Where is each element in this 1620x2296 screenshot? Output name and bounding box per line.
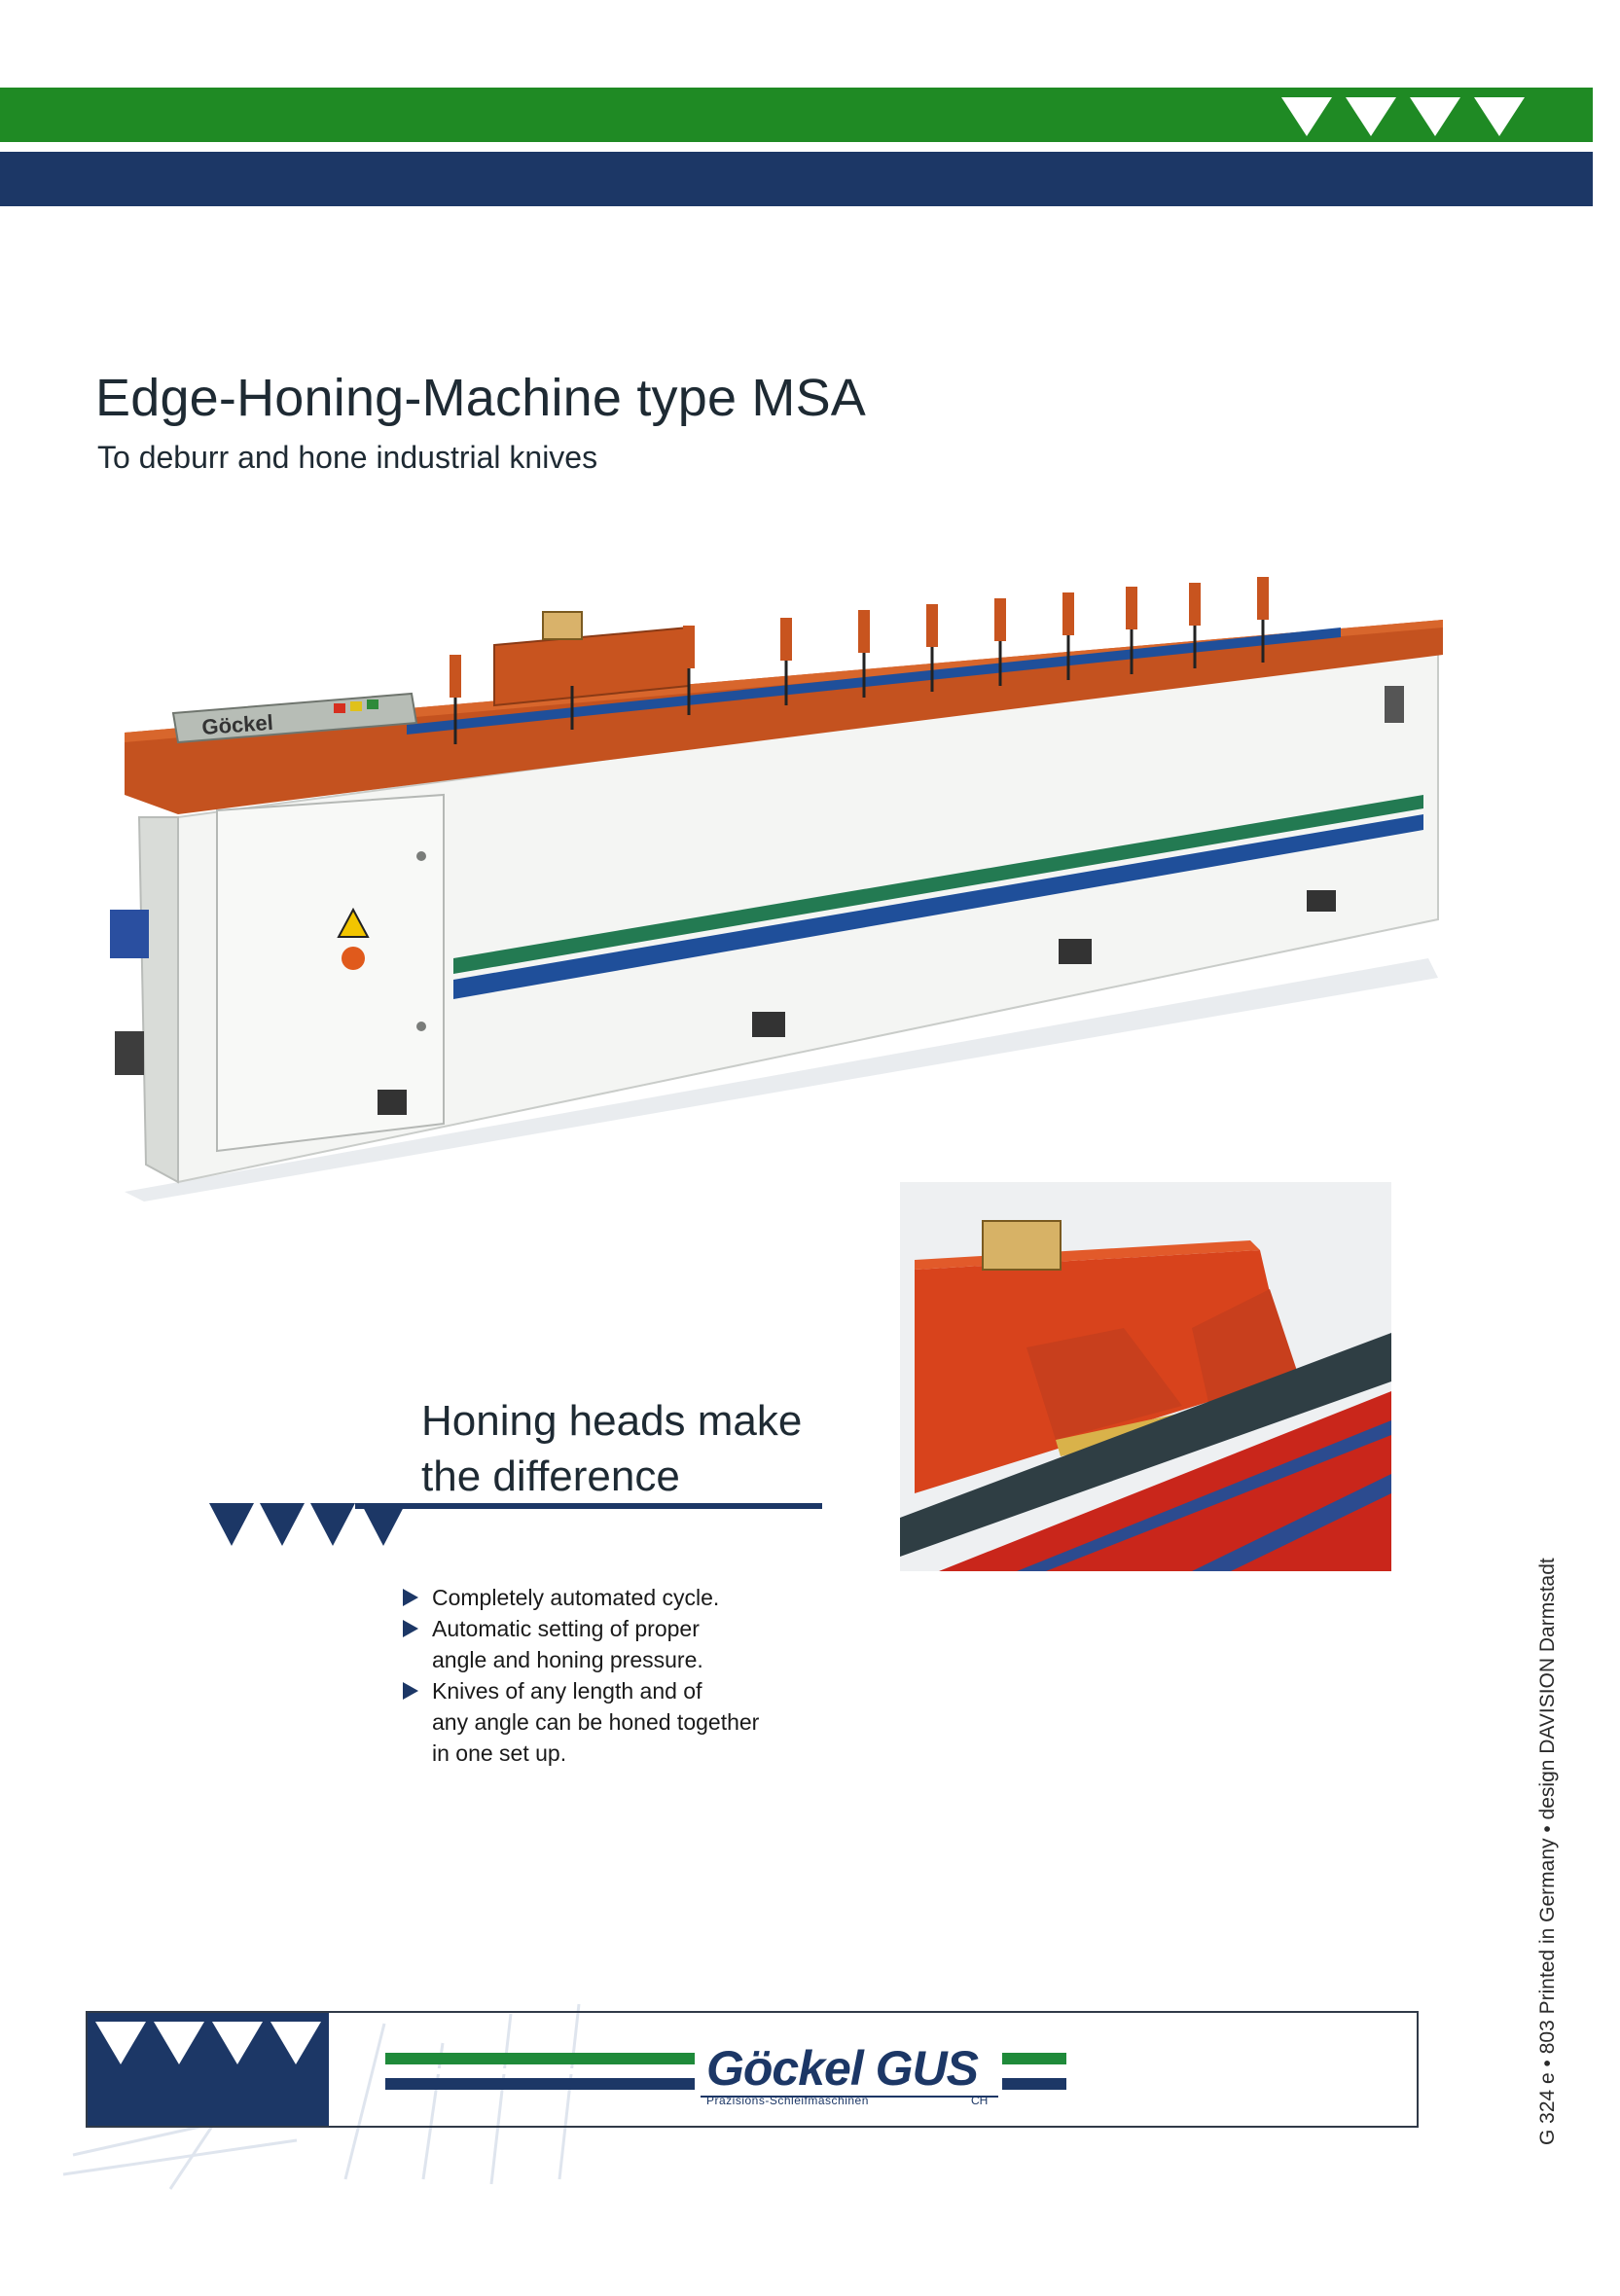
header-navy-stripe xyxy=(0,152,1593,206)
triangle-bullet-icon xyxy=(403,1682,418,1700)
section-heading-line-2: the difference xyxy=(421,1453,680,1500)
feature-list xyxy=(401,1582,868,1769)
company-logo: Göckel GUS xyxy=(706,2041,978,2096)
feature-item xyxy=(401,1675,868,1769)
page-title: Edge-Honing-Machine type MSA xyxy=(95,369,867,427)
feature-item-line: angle and honing pressure. xyxy=(432,1647,703,1672)
feature-item xyxy=(401,1582,868,1613)
section-heading-line-1: Honing heads make xyxy=(421,1397,803,1445)
page-subtitle: To deburr and hone industrial knives xyxy=(97,440,598,475)
feature-item-line: Automatic setting of proper xyxy=(432,1616,700,1641)
print-imprint: G 324 e • 803 Printed in Germany • design DAVISION Darmstadt xyxy=(1536,1558,1559,2145)
section-heading xyxy=(421,1393,888,1504)
honing-head-photo xyxy=(900,1182,1391,1571)
section-divider-triangles-icon xyxy=(209,1503,822,1552)
machine-brand-label: Göckel xyxy=(200,709,274,739)
feature-item-line: Completely automated cycle. xyxy=(432,1585,720,1610)
triangle-bullet-icon xyxy=(403,1620,418,1637)
feature-item-line: in one set up. xyxy=(432,1740,567,1766)
company-tagline: Präzisions-Schleifmaschinen xyxy=(706,2094,869,2107)
machine-image xyxy=(86,569,1448,1202)
feature-item-line: Knives of any length and of xyxy=(432,1678,702,1704)
footer-triangles-icon xyxy=(93,2020,323,2068)
header-triangles-icon xyxy=(1278,93,1530,140)
feature-item xyxy=(401,1613,868,1675)
feature-item-line: any angle can be honed together xyxy=(432,1709,760,1735)
company-country: CH xyxy=(971,2094,989,2107)
triangle-bullet-icon xyxy=(403,1589,418,1606)
